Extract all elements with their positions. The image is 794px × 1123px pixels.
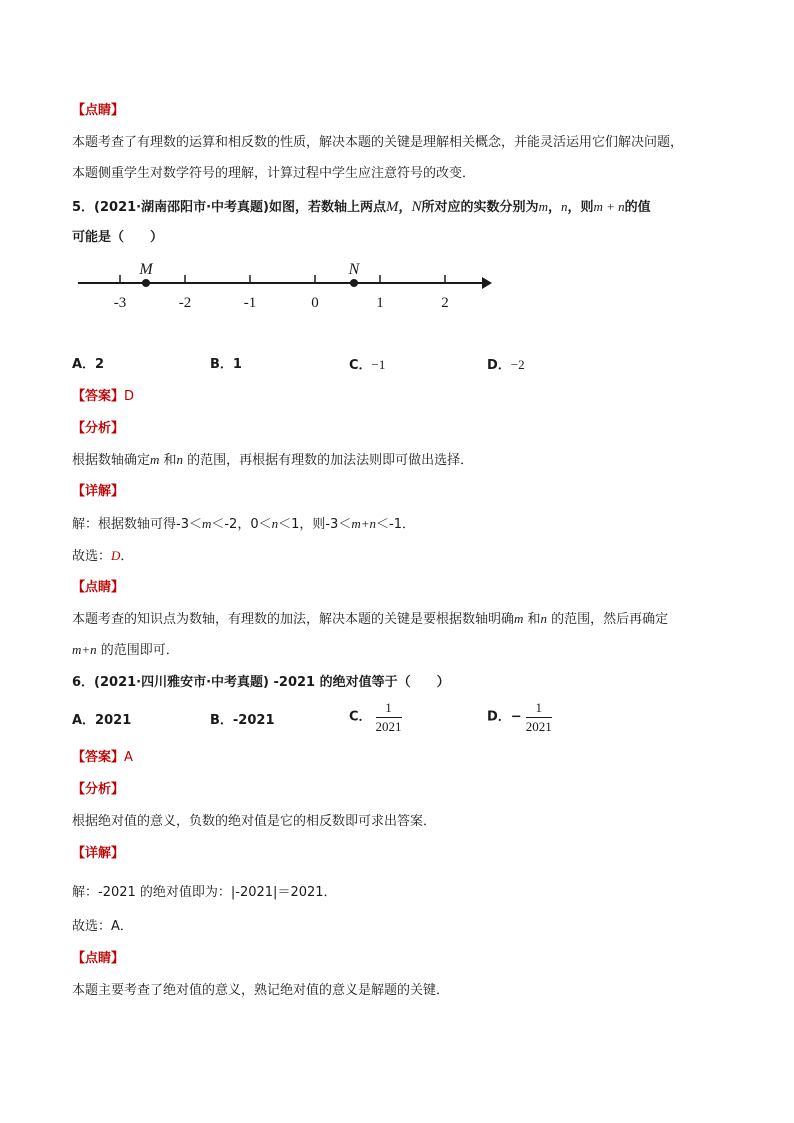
- xuan-line: [72, 547, 133, 566]
- answer-line: [72, 749, 133, 767]
- math-expr: m+n: [351, 516, 376, 531]
- xiangjie-tag: 【详解】: [72, 846, 125, 861]
- option-value: −1: [371, 357, 386, 372]
- axis-tick-label: 2: [441, 295, 449, 311]
- point-label-n: N: [348, 261, 360, 278]
- question-5-stem-line2: 可能是（ ）: [72, 230, 164, 245]
- option-label: C．: [349, 709, 372, 725]
- option-label: C．: [349, 358, 372, 373]
- dianjing-text: 本题侧重学生对数学符号的理解，计算过程中学生应注意符号的改变．: [72, 166, 476, 181]
- option-label: D．−: [487, 709, 522, 725]
- axis-tick-label: 0: [311, 295, 319, 311]
- stem-text: 如图，若数轴上两点: [269, 200, 387, 215]
- stem-text: ，: [547, 200, 561, 215]
- answer-value: A: [124, 750, 133, 765]
- text: ＜-2，0＜: [211, 517, 272, 532]
- option-value: −2: [510, 357, 525, 372]
- fenxi-text: 根据绝对值的意义，负数的绝对值是它的相反数即可求出答案．: [72, 814, 437, 829]
- point-label-m: M: [139, 261, 153, 278]
- text: 解：根据数轴可得-3＜: [72, 517, 202, 532]
- text: 的范围即可．: [96, 643, 179, 658]
- answer-tag: 【答案】: [72, 750, 125, 765]
- option-b[interactable]: B．-2021: [210, 713, 275, 728]
- stem-text: 的值: [624, 200, 651, 215]
- text: ＜1，则-3＜: [278, 517, 352, 532]
- fraction-numerator: 1: [526, 700, 552, 718]
- fenxi-text: [72, 451, 473, 470]
- fenxi-tag: 【分析】: [72, 782, 125, 797]
- math-var: N: [411, 199, 422, 215]
- text: 和: [159, 453, 177, 468]
- math-var: m: [538, 199, 548, 214]
- xuan-line: 故选：A．: [72, 919, 133, 934]
- answer-value: D: [124, 389, 135, 404]
- answer-tag: 【答案】: [72, 389, 125, 404]
- dianjing-text: [72, 641, 179, 660]
- math-var: m: [514, 611, 524, 626]
- choice-value: D: [111, 548, 121, 563]
- question-source: 5．(2021·湖南邵阳市·中考真题): [72, 200, 269, 215]
- option-c[interactable]: [349, 356, 385, 375]
- math-var: n: [176, 452, 184, 467]
- text: ＜-1．: [376, 517, 415, 532]
- option-label: D．: [487, 358, 511, 373]
- number-line-figure: [72, 255, 512, 325]
- math-expr: m + n: [593, 199, 625, 214]
- dianjing-text: 本题考查了有理数的运算和相反数的性质，解决本题的关键是理解相关概念，并能灵活运用它们解决问题，: [72, 135, 684, 150]
- point-m: [142, 279, 150, 287]
- dianjing-tag: 【点睛】: [72, 951, 125, 966]
- option-d[interactable]: [487, 356, 525, 375]
- option-a[interactable]: A．2021: [72, 713, 132, 728]
- axis-arrow-icon: [482, 277, 492, 289]
- math-var: n: [540, 611, 548, 626]
- option-b[interactable]: B．1: [210, 357, 242, 372]
- text: 本题考查的知识点为数轴，有理数的加法，解决本题的关键是要根据数轴明确: [72, 612, 515, 627]
- math-var: m: [201, 516, 212, 531]
- math-var: M: [386, 199, 399, 215]
- stem-text: 所对应的实数分别为: [421, 200, 539, 215]
- xiangjie-text: 解：-2021 的绝对值即为：|-2021|＝2021．: [72, 885, 337, 900]
- dianjing-text: 本题主要考查了绝对值的意义，熟记绝对值的意义是解题的关键．: [72, 983, 450, 998]
- xiangjie-text: [72, 515, 415, 534]
- fraction-denominator: 2021: [525, 719, 552, 734]
- dianjing-tag: 【点睛】: [72, 580, 125, 595]
- dianjing-tag: 【点睛】: [72, 103, 125, 118]
- answer-line: [72, 388, 134, 406]
- stem-text: ，则: [567, 200, 594, 215]
- fraction-denominator: 2021: [375, 719, 402, 734]
- text: 的范围，然后再确定: [547, 612, 669, 627]
- math-expr: m+n: [72, 642, 97, 657]
- math-var: n: [560, 199, 568, 214]
- option-d[interactable]: [487, 700, 552, 735]
- xiangjie-tag: 【详解】: [72, 484, 125, 499]
- fraction: [376, 700, 402, 735]
- text: 的范围，再根据有理数的加法法则即可做出选择．: [183, 453, 474, 468]
- axis-tick-label: 1: [376, 295, 384, 311]
- fraction-numerator: 1: [376, 700, 402, 718]
- point-n: [350, 279, 358, 287]
- fraction: [526, 700, 552, 735]
- axis-tick-label: -3: [113, 295, 127, 311]
- option-a[interactable]: A．2: [72, 357, 105, 372]
- axis-tick-label: -1: [243, 295, 257, 311]
- text: 和: [523, 612, 541, 627]
- math-var: m: [150, 452, 160, 467]
- axis-tick-label: -2: [178, 295, 192, 311]
- text: 根据数轴确定: [72, 453, 151, 468]
- fenxi-tag: 【分析】: [72, 421, 125, 436]
- stem-text: ，: [398, 200, 412, 215]
- question-5-stem: [72, 198, 651, 217]
- text: 故选：: [72, 549, 112, 564]
- option-c[interactable]: [349, 700, 402, 735]
- math-var: n: [271, 516, 279, 531]
- text: ．: [120, 549, 134, 564]
- dianjing-text: [72, 610, 668, 629]
- question-6-stem: 6．(2021·四川雅安市·中考真题) -2021 的绝对值等于（ ）: [72, 675, 450, 690]
